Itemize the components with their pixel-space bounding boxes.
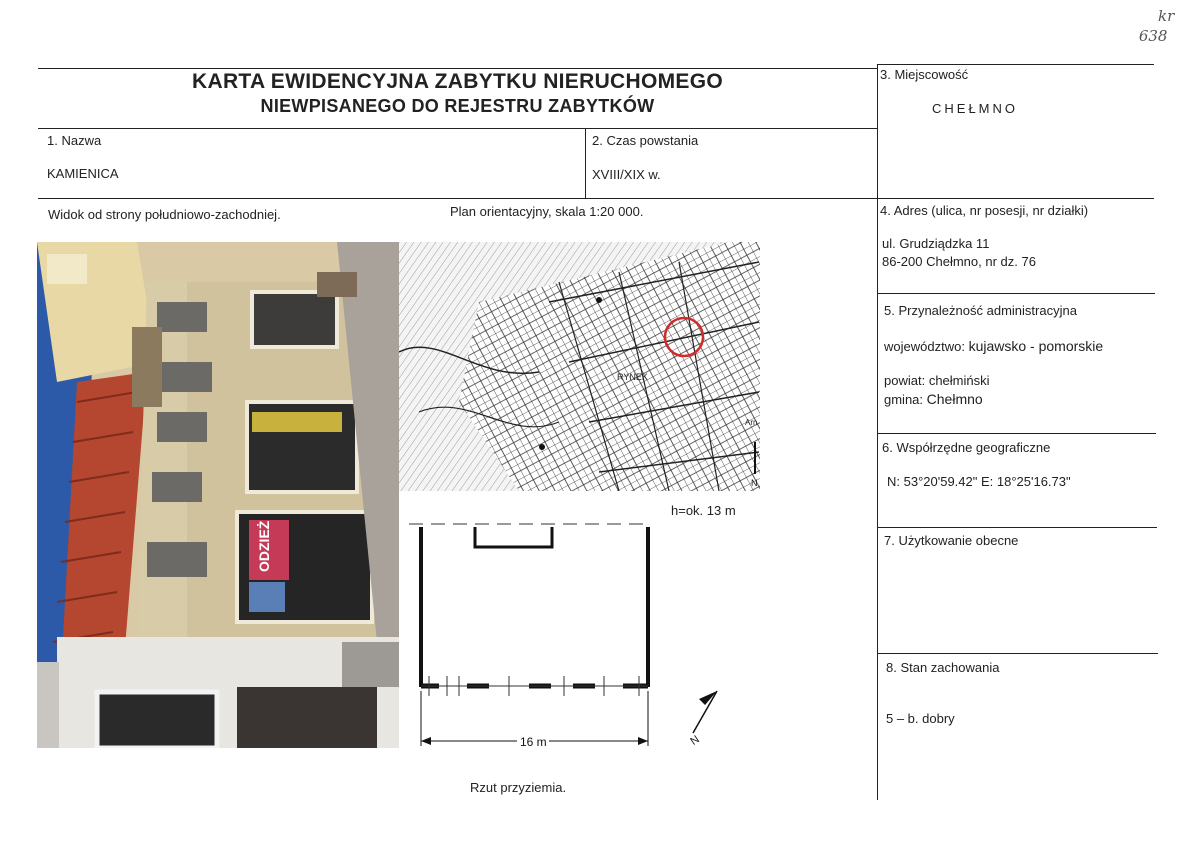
przynaleznosc-label: 5. Przynależność administracyjna [884,303,1077,318]
top-border-right [878,64,1154,65]
nazwa-value: KAMIENICA [47,166,119,181]
stan-label: 8. Stan zachowania [886,660,1000,675]
czas-label: 2. Czas powstania [592,133,699,148]
miejscowosc-value: CHEŁMNO [932,101,1019,116]
powiat-label: powiat: [884,373,926,388]
adres-label: 4. Adres (ulica, nr posesji, nr działki) [880,203,1089,218]
map-caption: Plan orientacyjny, skala 1:20 000. [450,204,644,219]
height-note: h=ok. 13 m [671,503,736,518]
row-line-r2 [878,433,1156,434]
miejscowosc-label: 3. Miejscowość [880,67,969,82]
stan-value: 5 – b. dobry [886,711,955,726]
wspolrzedne-value: N: 53°20'59.42" E: 18°25'16.73" [887,474,1071,489]
page-subtitle: NIEWPISANEGO DO REJESTRU ZABYTKÓW [260,96,655,116]
top-border [38,68,878,69]
gmina-value: Chełmno [926,391,983,407]
name-date-divider [585,128,586,198]
handwritten-note-line2: 638 [1138,27,1168,45]
row-line-r4 [878,653,1158,654]
title-bottom-line [38,128,877,129]
powiat-row [884,373,990,388]
map-arm-label: Arn [745,418,758,427]
orientation-map [399,242,760,491]
czas-value: XVIII/XIX w. [592,167,661,182]
nazwa-label: 1. Nazwa [47,133,102,148]
adres-line1: ul. Grudziądzka 11 [882,236,990,251]
wojewodztwo-value: kujawsko - pomorskie [968,338,1104,354]
plan-caption: Rzut przyziemia. [470,780,567,795]
photo-caption: Widok od strony południowo-zachodniej. [48,207,281,222]
gmina-row [884,391,983,407]
width-note: 16 m [520,735,547,748]
wojewodztwo-row [884,338,1103,354]
map-rynek-label: RYNEK [617,372,648,382]
wojewodztwo-label: województwo: [884,339,965,354]
powiat-value: chełmiński [928,373,990,388]
building-photo [37,242,399,748]
plan-north-letter: N [688,733,702,748]
gmina-label: gmina: [884,392,924,407]
main-divider [877,64,878,800]
map-north-letter: N [751,478,758,488]
row-line-r1 [878,293,1155,294]
page-title: KARTA EWIDENCYJNA ZABYTKU NIERUCHOMEGO [192,70,723,93]
row-line-r3 [878,527,1157,528]
floor-plan [399,491,760,748]
shop-sign-text: ODZIEŻ [256,520,272,572]
adres-line2: 86-200 Chełmno, nr dz. 76 [882,254,1036,269]
uzytkowanie-label: 7. Użytkowanie obecne [884,533,1019,548]
row-line-2 [38,198,1154,199]
wspolrzedne-label: 6. Współrzędne geograficzne [882,440,1051,455]
handwritten-note-line1: kr [1158,7,1175,25]
handwritten-note [1138,6,1175,46]
